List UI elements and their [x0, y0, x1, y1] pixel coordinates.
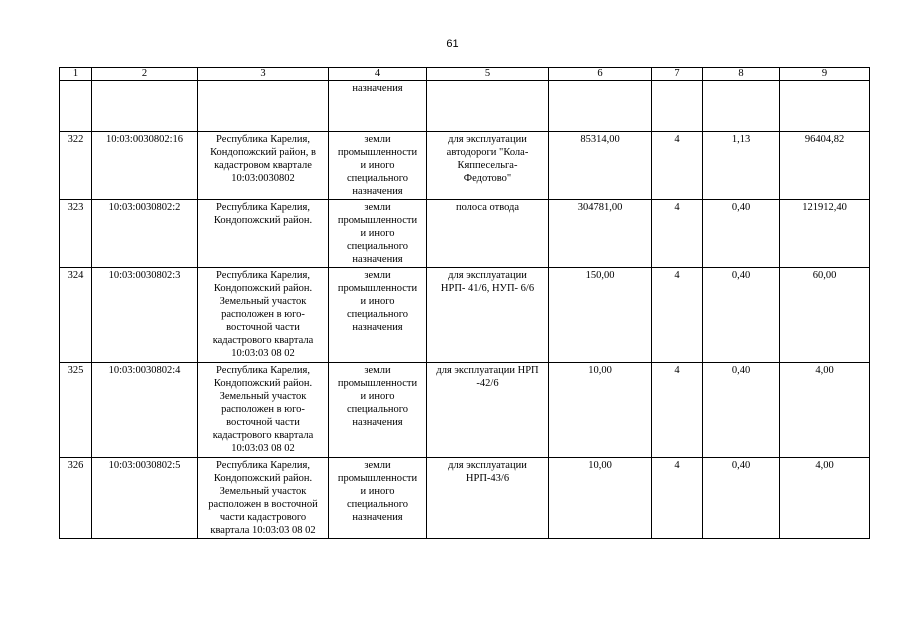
land-plots-table	[59, 67, 870, 539]
continuation-row	[60, 81, 870, 132]
location-line: кадастровом квартале	[214, 160, 312, 171]
category-line: промышленности	[337, 283, 418, 294]
category-line: назначения	[352, 512, 403, 523]
column-header: 9	[780, 68, 870, 81]
column8-cell: 0,40	[703, 268, 780, 363]
land-category-cell	[329, 268, 427, 363]
purpose-cell	[427, 363, 549, 458]
location-line: Кондопожский район.	[213, 473, 313, 484]
row-number: 322	[60, 132, 92, 200]
area-cell: 85314,00	[549, 132, 652, 200]
location-line: Кондопожский район.	[213, 283, 313, 294]
location-cell	[198, 363, 329, 458]
location-cell	[198, 200, 329, 268]
table-cell	[549, 81, 652, 132]
column-header: 6	[549, 68, 652, 81]
purpose-line: Кяппесельга-	[457, 160, 518, 171]
column7-cell: 4	[652, 363, 703, 458]
location-cell	[198, 458, 329, 539]
location-line: Республика Карелия,	[216, 202, 310, 213]
purpose-line: Федотово"	[463, 173, 512, 184]
column7-cell: 4	[652, 458, 703, 539]
table-row	[60, 268, 870, 363]
purpose-line: -42/6	[476, 378, 499, 389]
category-line: и иного	[360, 391, 395, 402]
purpose-line: для эксплуатации	[448, 460, 527, 471]
column9-cell: 60,00	[780, 268, 870, 363]
area-cell: 304781,00	[549, 200, 652, 268]
purpose-line: для эксплуатации	[448, 134, 527, 145]
purpose-line: для эксплуатации	[448, 270, 527, 281]
column-header: 5	[427, 68, 549, 81]
row-number: 326	[60, 458, 92, 539]
purpose-line: НРП- 41/6, НУП- 6/6	[440, 283, 535, 294]
table-row	[60, 200, 870, 268]
location-line: 10:03:03 08 02	[231, 443, 295, 454]
location-line: Кондопожский район.	[213, 378, 313, 389]
purpose-line: автодороги "Кола-	[446, 147, 529, 158]
column-header: 1	[60, 68, 92, 81]
cadastral-number: 10:03:0030802:5	[92, 458, 198, 539]
location-line: Земельный участок	[219, 391, 307, 402]
table-row	[60, 132, 870, 200]
column7-cell: 4	[652, 200, 703, 268]
column8-cell: 0,40	[703, 200, 780, 268]
location-line: Кондопожский район.	[213, 215, 313, 226]
column-header: 3	[198, 68, 329, 81]
location-line: расположен в юго-	[221, 404, 305, 415]
row-number: 323	[60, 200, 92, 268]
column-header: 2	[92, 68, 198, 81]
location-line: восточной части	[226, 322, 300, 333]
purpose-line: полоса отвода	[455, 202, 520, 213]
table-cell	[652, 81, 703, 132]
category-line: и иного	[360, 228, 395, 239]
cadastral-number: 10:03:0030802:4	[92, 363, 198, 458]
category-line: промышленности	[337, 378, 418, 389]
cadastral-number: 10:03:0030802:3	[92, 268, 198, 363]
column8-cell: 0,40	[703, 363, 780, 458]
category-line: земли	[364, 134, 391, 145]
location-line: Кондопожский район, в	[210, 147, 316, 158]
location-line: Земельный участок	[219, 486, 307, 497]
location-cell	[198, 132, 329, 200]
category-line: и иного	[360, 486, 395, 497]
table-cell	[427, 81, 549, 132]
location-line: расположен в юго-	[221, 309, 305, 320]
table-row	[60, 363, 870, 458]
column8-cell: 0,40	[703, 458, 780, 539]
column8-cell: 1,13	[703, 132, 780, 200]
column9-cell: 4,00	[780, 458, 870, 539]
table-cell: назначения	[329, 81, 427, 132]
row-number: 325	[60, 363, 92, 458]
page-number: 61	[446, 38, 459, 50]
column9-cell: 121912,40	[780, 200, 870, 268]
location-line: 10:03:0030802	[231, 173, 295, 184]
location-line: расположен в восточной	[208, 499, 318, 510]
location-line: 10:03:03 08 02	[231, 348, 295, 359]
area-cell: 150,00	[549, 268, 652, 363]
location-line: части кадастрового	[219, 512, 307, 523]
purpose-cell	[427, 268, 549, 363]
category-line: специального	[346, 173, 409, 184]
purpose-cell	[427, 458, 549, 539]
column9-cell: 4,00	[780, 363, 870, 458]
location-line: Республика Карелия,	[216, 134, 310, 145]
category-line: специального	[346, 499, 409, 510]
area-cell: 10,00	[549, 458, 652, 539]
category-line: промышленности	[337, 473, 418, 484]
purpose-cell	[427, 132, 549, 200]
category-line: специального	[346, 241, 409, 252]
category-line: назначения	[352, 417, 403, 428]
location-line: Земельный участок	[219, 296, 307, 307]
category-line: и иного	[360, 160, 395, 171]
category-line: специального	[346, 404, 409, 415]
cadastral-number: 10:03:0030802:2	[92, 200, 198, 268]
location-line: квартала 10:03:03 08 02	[210, 525, 316, 536]
location-line: кадастрового квартала	[212, 430, 314, 441]
category-line: назначения	[352, 254, 403, 265]
category-line: земли	[364, 365, 391, 376]
table-row	[60, 458, 870, 539]
category-line: земли	[364, 460, 391, 471]
column-header: 7	[652, 68, 703, 81]
category-line: специального	[346, 309, 409, 320]
category-line: земли	[364, 270, 391, 281]
category-line: назначения	[352, 322, 403, 333]
land-category-cell	[329, 132, 427, 200]
cadastral-number: 10:03:0030802:16	[92, 132, 198, 200]
table-cell	[92, 81, 198, 132]
category-line: промышленности	[337, 147, 418, 158]
purpose-cell	[427, 200, 549, 268]
location-line: кадастрового квартала	[212, 335, 314, 346]
category-line: назначения	[352, 186, 403, 197]
column9-cell: 96404,82	[780, 132, 870, 200]
column7-cell: 4	[652, 132, 703, 200]
column-header: 4	[329, 68, 427, 81]
land-category-cell	[329, 363, 427, 458]
location-line: Республика Карелия,	[216, 270, 310, 281]
location-line: Республика Карелия,	[216, 460, 310, 471]
purpose-line: НРП-43/6	[465, 473, 510, 484]
category-line: и иного	[360, 296, 395, 307]
table-cell	[780, 81, 870, 132]
land-category-cell	[329, 458, 427, 539]
column7-cell: 4	[652, 268, 703, 363]
category-line: земли	[364, 202, 391, 213]
category-line: промышленности	[337, 215, 418, 226]
location-line: Республика Карелия,	[216, 365, 310, 376]
land-category-cell	[329, 200, 427, 268]
column-number-header-row	[60, 68, 870, 81]
table-cell	[198, 81, 329, 132]
table-cell	[703, 81, 780, 132]
location-line: восточной части	[226, 417, 300, 428]
area-cell: 10,00	[549, 363, 652, 458]
purpose-line: для эксплуатации НРП	[436, 365, 539, 376]
table-cell	[60, 81, 92, 132]
row-number: 324	[60, 268, 92, 363]
column-header: 8	[703, 68, 780, 81]
location-cell	[198, 268, 329, 363]
